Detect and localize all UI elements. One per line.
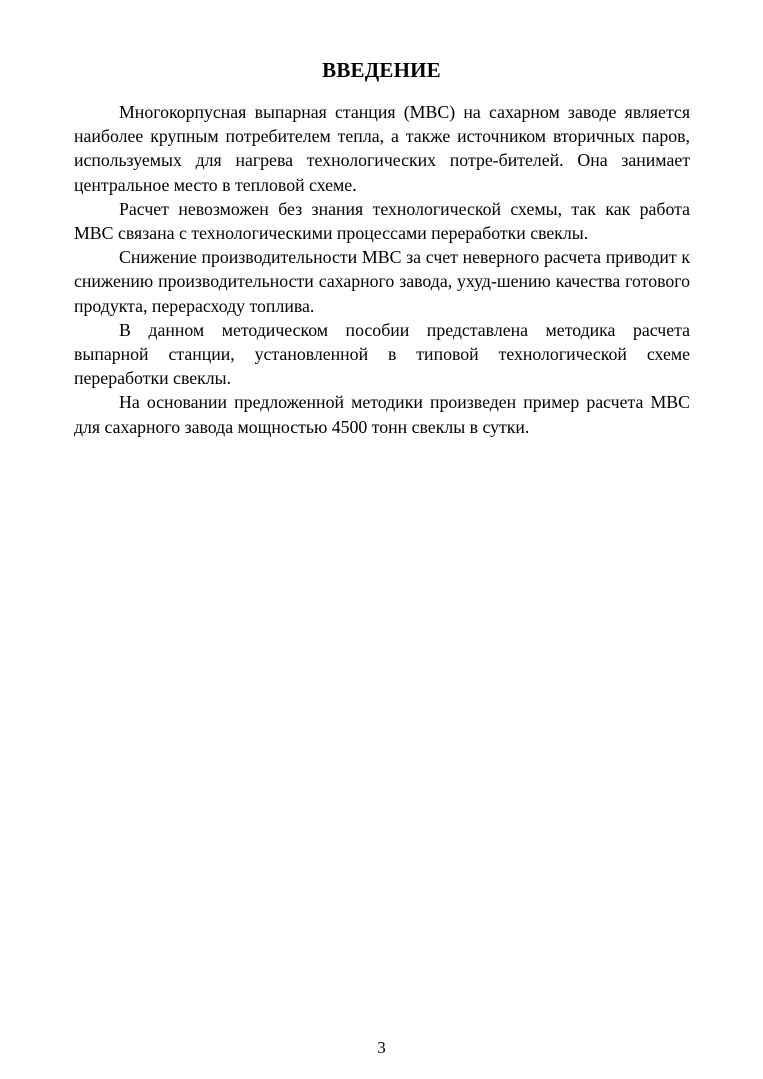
paragraph-2: Расчет невозможен без знания технологической схемы, так как работа МВС связана с технологическими процессами переработки свеклы. [74, 198, 690, 244]
paragraph-5: На основании предложенной методики произведен пример расчета МВС для сахарного завода мощностью 4500 тонн свеклы в сутки. [74, 392, 690, 437]
body-text [74, 100, 690, 439]
paragraph-3: Снижение производительности МВС за счет неверного расчета приводит к снижению производительности сахарного завода, ухуд-шению качества готового продукта, перерасходу топлива. [74, 247, 690, 316]
paragraph-1: Многокорпусная выпарная станция (МВС) на сахарном заводе является наиболее крупным потребителем тепла, а также источником вторичных паров, используемых для нагрева технологических потре-бителей. Она занимает центральное место в тепловой схеме. [74, 102, 690, 195]
page-title: ВВЕДЕНИЕ [322, 58, 441, 82]
paragraph-4: В данном методическом пособии представлена методика расчета выпарной станции, установленной в типовой технологической схеме переработки свеклы. [74, 319, 690, 389]
page-number: 3 [377, 1038, 386, 1057]
